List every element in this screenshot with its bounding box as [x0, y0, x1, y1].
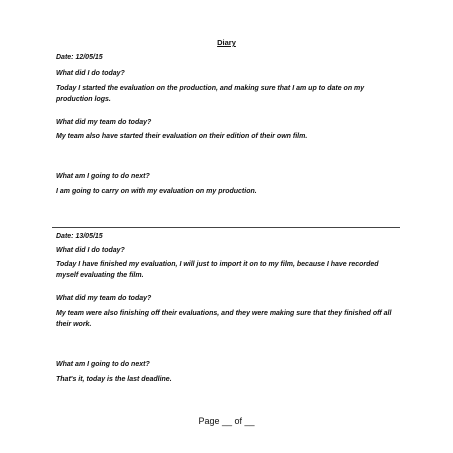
entry-2-answer-1: Today I have finished my evaluation, I will just to import it on to my film, because I have recorded myself evaluating the film.	[56, 261, 379, 279]
entry-2-question-1: What did I do today?	[56, 247, 125, 254]
entry-divider	[52, 227, 400, 228]
entry-1-date: Date: 12/05/15	[56, 54, 103, 61]
entry-1-answer-3: I am going to carry on with my evaluation on my production.	[56, 188, 257, 195]
entry-1-answer-2: My team also have started their evaluation on their edition of their own film.	[56, 133, 308, 140]
entry-2-date: Date: 13/05/15	[56, 233, 103, 240]
page-title: Diary	[217, 38, 236, 47]
entry-2-question-2: What did my team do today?	[56, 295, 152, 302]
entry-1-question-1: What did I do today?	[56, 70, 125, 77]
entry-2-question-3: What am I going to do next?	[56, 361, 150, 368]
entry-1-question-2: What did my team do today?	[56, 119, 152, 126]
entry-1-answer-1: Today I started the evaluation on the production, and making sure that I am up to date on my production logs.	[56, 85, 365, 103]
entry-2-answer-3: That's it, today is the last deadline.	[56, 376, 172, 383]
entry-2-answer-2: My team were also finishing off their evaluations, and they were making sure that they finished off all their work.	[56, 310, 392, 328]
page-number-footer: Page __ of __	[198, 416, 255, 426]
entry-1-question-3: What am I going to do next?	[56, 173, 150, 180]
